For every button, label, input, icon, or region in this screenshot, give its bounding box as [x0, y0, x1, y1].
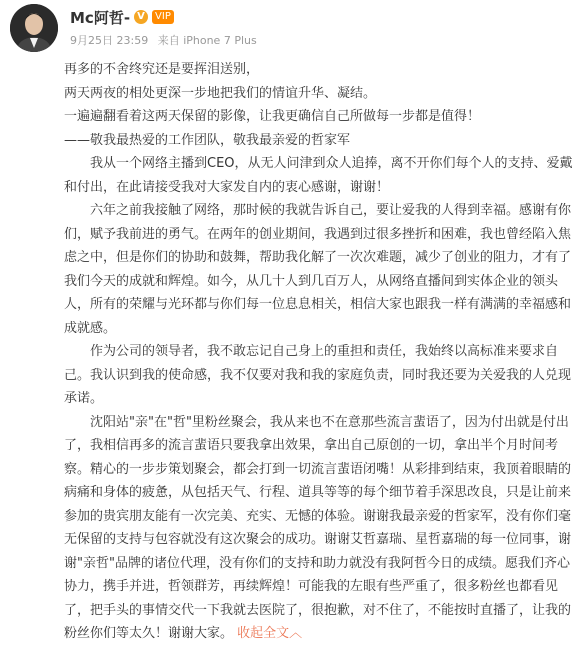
verified-badge-icon [134, 10, 148, 24]
post-paragraph: ——敬我最热爱的工作团队，敬我最亲爱的哲家军 [64, 132, 351, 148]
chevron-up-icon: ︿ [289, 626, 303, 641]
vip-badge: VIP [152, 10, 174, 24]
post-header [0, 0, 582, 56]
avatar[interactable] [10, 4, 58, 52]
post-paragraph: 作为公司的领导者，我不敢忘记自己身上的重担和责任，我始终以高标准来要求自己。我认识到我的使命感，我不仅要对我和我的家庭负责，同时我还要为关爱我的人兑现承诺。 [64, 344, 572, 406]
post-meta [70, 32, 263, 48]
post-paragraph: 六年之前我接触了网络，那时候的我就告诉自己，要让爱我的人得到幸福。感谢有你们，赋予我前进的勇气。在两年的创业期间，我遇到过很多挫折和困难，我也曾经陷入焦虑之中，但是你们的协助和鼓舞，帮助我化解了一次次难题，减少了创业的阻力，才有了我们今天的成就和辉煌。如今，从几十人到几百万人，从网络直播间到实体企业的领头人，所有的荣耀与光环都与你们每一位息息相关，相信大家也跟我一样有满满的幸福感和成就感。 [64, 203, 572, 336]
post-date[interactable]: 9月25日 23:59 [70, 34, 149, 47]
post-paragraph: 一遍遍翻看着这两天保留的影像，让我更确信自己所做每一步都是值得！ [64, 109, 481, 124]
post-paragraph: 我从一个网络主播到CEO，从无人问津到众人追捧，离不开你们每个人的支持、爱戴和付出，在此请接受我对大家发自内的衷心感谢，谢谢！ [64, 156, 573, 195]
author-row [70, 6, 174, 28]
collapse-link[interactable] [237, 626, 302, 641]
avatar-image [10, 4, 58, 52]
post-body [64, 58, 576, 646]
post-paragraph: 两天两夜的相处更深一步地把我们的情谊升华、凝结。 [64, 85, 377, 101]
post-source: 来自 iPhone 7 Plus [157, 34, 257, 47]
author-name[interactable]: Mc阿哲- [70, 8, 131, 27]
collapse-label: 收起全文 [237, 626, 290, 641]
post-paragraph-text: 沈阳站"亲"在"哲"里粉丝聚会，我从来也不在意那些流言蜚语了，因为付出就是付出了，我相信再多的流言蜚语只要我拿出效果，拿出自己原创的一切，拿出半个月时间考察。精心的一步步策划聚会，都会打到一切流言蜚语闭嘴！从彩排到结束，我顶着眼睛的病痛和身体的疲惫，从包括天气、行程、道具等等的每个细节着手深思改良，只是让前来参加的贵宾朋友能有一次完美、充实、无憾的体验。谢谢我最亲爱的哲家军，没有你们毫无保留的支持与包容就没有这次聚会的成功。谢谢艾哲嘉瑞、星哲嘉瑞的每一位同事，谢谢"亲哲"品牌的诸位代理，没有你们的支持和助力就没有我阿哲今日的成绩。愿我们齐心协力，携手并进，哲领群芳，再续辉煌！可能我的左眼有些严重了，很多粉丝也都看见了，把手头的事情交代一下我就去医院了，很抱歉，对不住了，不能按时直播了，让我的粉丝你们等太久！谢谢大家。 [64, 414, 572, 641]
post-paragraph [64, 411, 576, 646]
post-paragraph: 再多的不舍终究还是要挥泪送别， [64, 62, 260, 77]
